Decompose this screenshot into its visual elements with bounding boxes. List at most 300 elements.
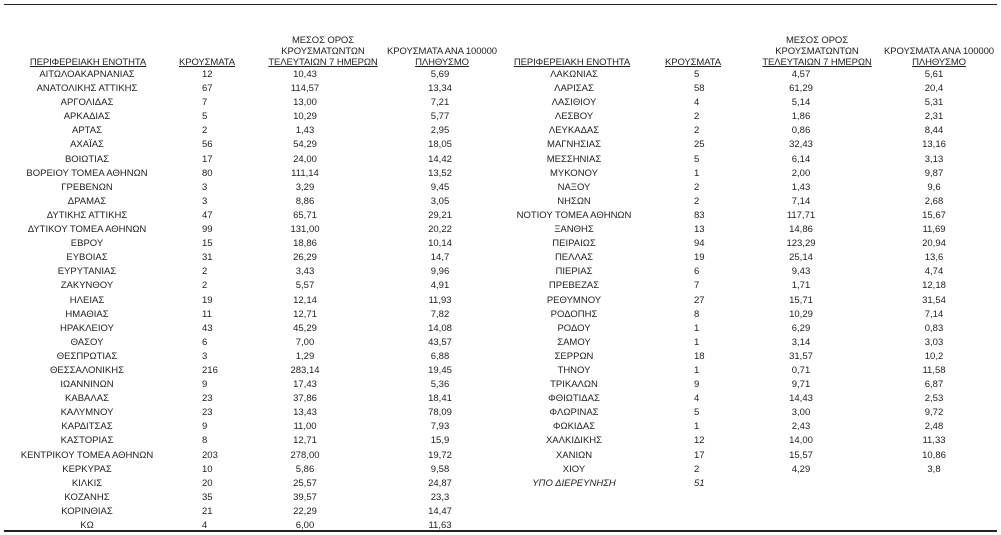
region-cell: ΠΙΕΡΙΑΣ bbox=[555, 266, 593, 278]
rate-cell: 14,42 bbox=[428, 153, 452, 165]
rate-cell: 9,87 bbox=[924, 167, 944, 179]
cases-cell: 216 bbox=[202, 364, 218, 376]
region-cell: ΙΩΑΝΝΙΝΩΝ bbox=[60, 379, 114, 391]
rate-cell: 2,95 bbox=[430, 125, 450, 137]
avg-cell: 25,14 bbox=[789, 252, 813, 264]
table-header bbox=[0, 20, 510, 68]
header-avg bbox=[268, 35, 378, 68]
table-row bbox=[510, 378, 1001, 392]
table-row bbox=[510, 110, 1001, 124]
region-cell: ΑΧΑΪΑΣ bbox=[70, 139, 104, 151]
region-cell: ΖΑΚΥΝΘΟΥ bbox=[60, 280, 114, 292]
table-row bbox=[0, 153, 510, 167]
avg-cell: 7,14 bbox=[791, 195, 811, 207]
avg-cell: 12,71 bbox=[293, 435, 317, 447]
region-cell: ΑΡΚΑΔΙΑΣ bbox=[63, 111, 111, 123]
rate-cell: 9,45 bbox=[430, 181, 450, 193]
rate-cell: 7,14 bbox=[924, 308, 944, 320]
header-avg-line1: ΜΕΣΟΣ ΟΡΟΣ bbox=[785, 35, 848, 46]
region-cell: ΒΟΡΕΙΟΥ ΤΟΜΕΑ ΑΘΗΝΩΝ bbox=[26, 167, 148, 179]
region-cell: ΔΡΑΜΑΣ bbox=[67, 195, 107, 207]
table-row bbox=[510, 434, 1001, 448]
cases-cell: 3 bbox=[202, 195, 208, 207]
region-cell: ΚΕΝΤΡΙΚΟΥ ΤΟΜΕΑ ΑΘΗΝΩΝ bbox=[20, 449, 154, 461]
avg-cell: 6,29 bbox=[791, 322, 811, 334]
region-cell: ΧΙΟΥ bbox=[562, 463, 586, 475]
rate-cell: 23,3 bbox=[430, 491, 450, 503]
region-cell: ΑΡΓΟΛΙΔΑΣ bbox=[60, 97, 114, 109]
rate-cell: 14,08 bbox=[428, 322, 452, 334]
avg-cell: 123,29 bbox=[786, 238, 816, 250]
avg-cell: 0,71 bbox=[791, 364, 811, 376]
region-cell: ΗΡΑΚΛΕΙΟΥ bbox=[60, 322, 114, 334]
region-cell: ΤΗΝΟΥ bbox=[557, 364, 591, 376]
table-row bbox=[510, 420, 1001, 434]
region-cell: ΦΛΩΡΙΝΑΣ bbox=[549, 407, 599, 419]
rate-cell: 5,31 bbox=[924, 97, 944, 109]
table-row bbox=[510, 308, 1001, 322]
rate-cell: 18,05 bbox=[428, 139, 452, 151]
table-row bbox=[0, 434, 510, 448]
cases-cell: 2 bbox=[694, 111, 700, 123]
cases-cell: 67 bbox=[202, 83, 213, 95]
region-cell: ΛΕΥΚΑΔΑΣ bbox=[548, 125, 600, 137]
rate-cell: 13,16 bbox=[922, 139, 946, 151]
table-row bbox=[510, 364, 1001, 378]
cases-cell: 15 bbox=[202, 238, 213, 250]
region-cell: ΛΑΡΙΣΑΣ bbox=[554, 83, 594, 95]
table-row bbox=[0, 251, 510, 265]
table-row bbox=[510, 477, 1001, 491]
cases-cell: 2 bbox=[202, 125, 208, 137]
table-row bbox=[510, 392, 1001, 406]
region-cell: ΕΥΒΟΙΑΣ bbox=[66, 252, 108, 264]
table-row bbox=[510, 124, 1001, 138]
avg-cell: 15,71 bbox=[789, 294, 813, 306]
cases-cell: 1 bbox=[694, 364, 700, 376]
header-rate-line2: ΠΛΗΘΥΣΜΟ bbox=[415, 57, 469, 68]
rate-cell: 43,57 bbox=[428, 336, 452, 348]
avg-cell: 65,71 bbox=[293, 209, 317, 221]
cases-cell: 35 bbox=[202, 491, 213, 503]
cases-cell: 12 bbox=[202, 69, 213, 80]
rate-cell: 11,63 bbox=[428, 520, 452, 531]
rate-cell: 5,69 bbox=[430, 69, 450, 80]
rate-cell: 19,45 bbox=[428, 364, 452, 376]
cases-cell: 56 bbox=[202, 139, 213, 151]
cases-cell: 18 bbox=[694, 350, 705, 362]
rate-cell: 12,18 bbox=[922, 280, 946, 292]
region-cell: ΘΕΣΠΡΩΤΙΑΣ bbox=[56, 350, 118, 362]
region-cell: ΝΑΞΟΥ bbox=[557, 181, 591, 193]
cases-cell: 51 bbox=[694, 477, 705, 489]
cases-cell: 5 bbox=[694, 153, 700, 165]
avg-cell: 5,86 bbox=[295, 463, 315, 475]
avg-cell: 9,71 bbox=[791, 379, 811, 391]
region-cell: ΛΑΣΙΘΙΟΥ bbox=[551, 97, 597, 109]
table-row bbox=[510, 223, 1001, 237]
table-row bbox=[510, 82, 1001, 96]
avg-cell: 12,71 bbox=[293, 308, 317, 320]
table-row bbox=[510, 167, 1001, 181]
header-region: ΠΕΡΙΦΕΡΕΙΑΚΗ ΕΝΟΤΗΤΑ bbox=[513, 57, 631, 68]
table-row bbox=[510, 322, 1001, 336]
region-cell: ΝΗΣΩΝ bbox=[557, 195, 591, 207]
cases-cell: 12 bbox=[694, 435, 705, 447]
cases-cell: 2 bbox=[694, 195, 700, 207]
avg-cell: 31,57 bbox=[789, 350, 813, 362]
cases-cell: 25 bbox=[694, 139, 705, 151]
rate-cell: 9,6 bbox=[927, 181, 941, 193]
cases-cell: 8 bbox=[694, 308, 700, 320]
cases-cell: 23 bbox=[202, 407, 213, 419]
table-row bbox=[0, 491, 510, 505]
cases-cell: 6 bbox=[202, 336, 208, 348]
region-cell: ΣΑΜΟΥ bbox=[557, 336, 591, 348]
table-row bbox=[0, 364, 510, 378]
avg-cell: 22,29 bbox=[293, 505, 317, 517]
table-row bbox=[0, 294, 510, 308]
table-row bbox=[510, 449, 1001, 463]
table-row bbox=[0, 96, 510, 110]
table-row bbox=[510, 68, 1001, 82]
table-row bbox=[510, 463, 1001, 477]
rate-cell: 13,6 bbox=[924, 252, 944, 264]
rate-cell: 3,13 bbox=[924, 153, 944, 165]
table-row bbox=[510, 336, 1001, 350]
table-row bbox=[510, 138, 1001, 152]
rate-cell: 9,58 bbox=[430, 463, 450, 475]
rate-cell: 20,94 bbox=[922, 238, 946, 250]
table-body bbox=[0, 68, 510, 533]
table-row bbox=[510, 237, 1001, 251]
avg-cell: 1,71 bbox=[791, 280, 811, 292]
avg-cell: 25,57 bbox=[293, 477, 317, 489]
rate-cell: 10,86 bbox=[922, 449, 946, 461]
cases-cell: 5 bbox=[202, 111, 208, 123]
region-cell: ΗΛΕΙΑΣ bbox=[69, 294, 105, 306]
region-cell: ΚΑΒΑΛΑΣ bbox=[65, 393, 109, 405]
cases-cell: 3 bbox=[202, 181, 208, 193]
avg-cell: 12,14 bbox=[293, 294, 317, 306]
region-cell: ΚΑΛΥΜΝΟΥ bbox=[60, 407, 114, 419]
avg-cell: 4,57 bbox=[791, 69, 811, 80]
cases-cell: 6 bbox=[694, 266, 700, 278]
rate-cell: 3,05 bbox=[430, 195, 450, 207]
rate-cell: 15,9 bbox=[430, 435, 450, 447]
cases-cell: 2 bbox=[694, 181, 700, 193]
region-cell: ΝΟΤΙΟΥ ΤΟΜΕΑ ΑΘΗΝΩΝ bbox=[516, 209, 632, 221]
table-row bbox=[0, 237, 510, 251]
avg-cell: 14,86 bbox=[789, 224, 813, 236]
region-cell: ΞΑΝΘΗΣ bbox=[554, 224, 594, 236]
region-cell: ΘΑΣΟΥ bbox=[70, 336, 104, 348]
rate-cell: 6,88 bbox=[430, 350, 450, 362]
region-cell: ΜΥΚΟΝΟΥ bbox=[550, 167, 598, 179]
avg-cell: 114,57 bbox=[290, 83, 320, 95]
cases-cell: 4 bbox=[202, 520, 208, 531]
cases-cell: 80 bbox=[202, 167, 213, 179]
table-row bbox=[0, 223, 510, 237]
avg-cell: 54,29 bbox=[293, 139, 317, 151]
region-cell: ΔΥΤΙΚΗΣ ΑΤΤΙΚΗΣ bbox=[46, 209, 128, 221]
cases-cell: 17 bbox=[694, 449, 705, 461]
table-row bbox=[0, 265, 510, 279]
table-row bbox=[0, 449, 510, 463]
region-cell: ΠΕΛΛΑΣ bbox=[554, 252, 594, 264]
table-row bbox=[0, 124, 510, 138]
region-cell: ΓΡΕΒΕΝΩΝ bbox=[61, 181, 113, 193]
avg-cell: 61,29 bbox=[789, 83, 813, 95]
table-row bbox=[510, 279, 1001, 293]
header-avg-line3: ΤΕΛΕΥΤΑΙΩΝ 7 ΗΜΕΡΩΝ bbox=[268, 57, 378, 68]
rate-cell: 11,93 bbox=[428, 294, 452, 306]
table-row bbox=[0, 279, 510, 293]
cases-cell: 1 bbox=[694, 167, 700, 179]
rate-cell: 9,96 bbox=[430, 266, 450, 278]
header-avg-line1: ΜΕΣΟΣ ΟΡΟΣ bbox=[291, 35, 354, 46]
avg-cell: 18,86 bbox=[293, 238, 317, 250]
rate-cell: 5,61 bbox=[924, 69, 944, 80]
rate-cell: 7,93 bbox=[430, 421, 450, 433]
table-row bbox=[510, 153, 1001, 167]
avg-cell: 283,14 bbox=[290, 364, 320, 376]
table-row bbox=[510, 294, 1001, 308]
rate-cell: 5,36 bbox=[430, 379, 450, 391]
cases-cell: 11 bbox=[202, 308, 212, 320]
rate-cell: 2,53 bbox=[924, 393, 944, 405]
cases-cell: 2 bbox=[694, 125, 700, 137]
rate-cell: 4,74 bbox=[924, 266, 944, 278]
cases-cell: 13 bbox=[694, 224, 705, 236]
avg-cell: 13,43 bbox=[293, 407, 317, 419]
header-rate-line1: ΚΡΟΥΣΜΑΤΑ ΑΝΑ 100000 bbox=[884, 46, 994, 57]
rate-cell: 18,41 bbox=[428, 393, 452, 405]
cases-cell: 4 bbox=[694, 393, 700, 405]
avg-cell: 14,43 bbox=[789, 393, 813, 405]
cases-cell: 19 bbox=[694, 252, 705, 264]
avg-cell: 2,00 bbox=[791, 167, 811, 179]
table-body bbox=[510, 68, 1001, 491]
table-row bbox=[0, 406, 510, 420]
avg-cell: 26,29 bbox=[293, 252, 317, 264]
table-row bbox=[0, 308, 510, 322]
rate-cell: 2,68 bbox=[924, 195, 944, 207]
table-row bbox=[0, 378, 510, 392]
avg-cell: 11,00 bbox=[293, 421, 317, 433]
avg-cell: 6,00 bbox=[295, 520, 315, 531]
avg-cell: 14,00 bbox=[789, 435, 813, 447]
rate-cell: 5,77 bbox=[430, 111, 450, 123]
region-cell: ΣΕΡΡΩΝ bbox=[554, 350, 594, 362]
avg-cell: 4,29 bbox=[791, 463, 811, 475]
cases-cell: 9 bbox=[202, 379, 208, 391]
region-cell: ΕΥΡΥΤΑΝΙΑΣ bbox=[57, 266, 117, 278]
rate-cell: 0,83 bbox=[924, 322, 944, 334]
cases-cell: 58 bbox=[694, 83, 705, 95]
table-row bbox=[510, 96, 1001, 110]
header-avg-line3: ΤΕΛΕΥΤΑΙΩΝ 7 ΗΜΕΡΩΝ bbox=[762, 57, 872, 68]
region-cell: ΑΝΑΤΟΛΙΚΗΣ ΑΤΤΙΚΗΣ bbox=[36, 83, 138, 95]
table-row bbox=[0, 322, 510, 336]
avg-cell: 0,86 bbox=[791, 125, 811, 137]
avg-cell: 8,86 bbox=[295, 195, 315, 207]
table-row bbox=[0, 209, 510, 223]
rate-cell: 13,52 bbox=[428, 167, 452, 179]
cases-cell: 8 bbox=[202, 435, 208, 447]
rate-cell: 13,34 bbox=[428, 83, 452, 95]
table-row bbox=[0, 68, 510, 82]
cases-cell: 7 bbox=[202, 97, 208, 109]
rate-cell: 3,03 bbox=[924, 336, 944, 348]
rate-cell: 20,22 bbox=[428, 224, 452, 236]
region-cell: ΑΙΤΩΛΟΑΚΑΡΝΑΝΙΑΣ bbox=[39, 69, 135, 80]
table-row bbox=[0, 350, 510, 364]
region-cell: ΛΑΚΩΝΙΑΣ bbox=[550, 69, 598, 80]
region-cell: ΡΟΔΟΠΗΣ bbox=[550, 308, 598, 320]
avg-cell: 10,29 bbox=[789, 308, 813, 320]
cases-cell: 9 bbox=[202, 421, 208, 433]
table-row bbox=[0, 420, 510, 434]
region-cell: ΚΑΣΤΟΡΙΑΣ bbox=[60, 435, 114, 447]
header-avg bbox=[762, 35, 872, 68]
cases-cell: 10 bbox=[202, 463, 213, 475]
cases-cell: 9 bbox=[694, 379, 700, 391]
cases-cell: 2 bbox=[202, 280, 208, 292]
cases-cell: 21 bbox=[202, 505, 213, 517]
avg-cell: 3,43 bbox=[295, 266, 315, 278]
rate-cell: 3,8 bbox=[927, 463, 941, 475]
table-row bbox=[510, 181, 1001, 195]
region-cell: ΚΟΡΙΝΘΙΑΣ bbox=[61, 505, 113, 517]
avg-cell: 3,00 bbox=[791, 407, 811, 419]
region-cell: ΡΟΔΟΥ bbox=[557, 322, 591, 334]
table-row bbox=[0, 195, 510, 209]
region-cell: ΚΑΡΔΙΤΣΑΣ bbox=[61, 421, 113, 433]
table-right bbox=[510, 20, 1001, 491]
region-cell: ΥΠΟ ΔΙΕΡΕΥΝΗΣΗ bbox=[532, 477, 616, 489]
cases-cell: 203 bbox=[202, 449, 218, 461]
avg-cell: 6,14 bbox=[791, 153, 811, 165]
avg-cell: 111,14 bbox=[291, 167, 319, 179]
table-row bbox=[510, 195, 1001, 209]
cases-cell: 43 bbox=[202, 322, 213, 334]
region-cell: ΚΙΛΚΙΣ bbox=[71, 477, 103, 489]
region-cell: ΠΕΙΡΑΙΩΣ bbox=[552, 238, 596, 250]
cases-cell: 94 bbox=[694, 238, 705, 250]
avg-cell: 131,00 bbox=[290, 224, 320, 236]
rate-cell: 10,2 bbox=[924, 350, 944, 362]
header-rate bbox=[384, 46, 500, 68]
avg-cell: 32,43 bbox=[789, 139, 813, 151]
region-cell: ΑΡΤΑΣ bbox=[72, 125, 102, 137]
cases-cell: 1 bbox=[694, 421, 700, 433]
region-cell: ΚΟΖΑΝΗΣ bbox=[64, 491, 110, 503]
region-cell: ΧΑΛΚΙΔΙΚΗΣ bbox=[545, 435, 603, 447]
table-row bbox=[0, 167, 510, 181]
rate-cell: 29,21 bbox=[428, 209, 452, 221]
cases-cell: 2 bbox=[694, 463, 700, 475]
avg-cell: 117,71 bbox=[786, 209, 816, 221]
table-row bbox=[0, 336, 510, 350]
header-region: ΠΕΡΙΦΕΡΕΙΑΚΗ ΕΝΟΤΗΤΑ bbox=[29, 57, 147, 68]
rate-cell: 31,54 bbox=[922, 294, 946, 306]
cases-cell: 99 bbox=[202, 224, 213, 236]
avg-cell: 5,57 bbox=[295, 280, 315, 292]
avg-cell: 45,29 bbox=[293, 322, 317, 334]
avg-cell: 1,86 bbox=[791, 111, 811, 123]
cases-cell: 27 bbox=[694, 294, 705, 306]
rate-cell: 9,72 bbox=[924, 407, 944, 419]
table-row bbox=[0, 392, 510, 406]
bottom-rule bbox=[4, 530, 997, 532]
avg-cell: 15,57 bbox=[789, 449, 813, 461]
cases-cell: 7 bbox=[694, 280, 700, 292]
avg-cell: 24,00 bbox=[293, 153, 317, 165]
rate-cell: 24,87 bbox=[428, 477, 452, 489]
avg-cell: 39,57 bbox=[293, 491, 317, 503]
avg-cell: 1,43 bbox=[295, 125, 315, 137]
rate-cell: 7,21 bbox=[430, 97, 450, 109]
cases-cell: 5 bbox=[694, 407, 700, 419]
header-rate-line1: ΚΡΟΥΣΜΑΤΑ ΑΝΑ 100000 bbox=[387, 46, 497, 57]
rate-cell: 7,82 bbox=[430, 308, 450, 320]
header-rate bbox=[880, 46, 998, 68]
region-cell: ΒΟΙΩΤΙΑΣ bbox=[64, 153, 110, 165]
rate-cell: 19,72 bbox=[428, 449, 452, 461]
region-cell: ΜΕΣΣΗΝΙΑΣ bbox=[546, 153, 602, 165]
rate-cell: 10,14 bbox=[428, 238, 452, 250]
rate-cell: 4,91 bbox=[430, 280, 450, 292]
table-row bbox=[510, 265, 1001, 279]
region-cell: ΚΕΡΚΥΡΑΣ bbox=[62, 463, 112, 475]
region-cell: ΤΡΙΚΑΛΩΝ bbox=[550, 379, 598, 391]
avg-cell: 278,00 bbox=[290, 449, 320, 461]
avg-cell: 1,43 bbox=[791, 181, 811, 193]
rate-cell: 14,47 bbox=[428, 505, 452, 517]
header-rate-line2: ΠΛΗΘΥΣΜΟ bbox=[912, 57, 966, 68]
cases-cell: 4 bbox=[694, 97, 700, 109]
avg-cell: 10,29 bbox=[293, 111, 317, 123]
table-row bbox=[0, 110, 510, 124]
cases-cell: 5 bbox=[694, 69, 700, 80]
table-row bbox=[0, 463, 510, 477]
avg-cell: 7,00 bbox=[295, 336, 315, 348]
cases-cell: 2 bbox=[202, 266, 208, 278]
table-row bbox=[0, 505, 510, 519]
table-row bbox=[510, 350, 1001, 364]
avg-cell: 10,43 bbox=[293, 69, 317, 80]
cases-cell: 20 bbox=[202, 477, 213, 489]
rate-cell: 78,09 bbox=[428, 407, 452, 419]
table-row bbox=[0, 138, 510, 152]
table-header bbox=[510, 20, 1001, 68]
avg-cell: 3,14 bbox=[791, 336, 811, 348]
region-cell: ΔΥΤΙΚΟΥ ΤΟΜΕΑ ΑΘΗΝΩΝ bbox=[27, 224, 147, 236]
cases-cell: 1 bbox=[694, 322, 700, 334]
rate-cell: 14,7 bbox=[430, 252, 450, 264]
header-cases: ΚΡΟΥΣΜΑΤΑ bbox=[664, 57, 722, 68]
rate-cell: 20,4 bbox=[924, 83, 944, 95]
rate-cell: 11,69 bbox=[922, 224, 946, 236]
rate-cell: 11,58 bbox=[922, 364, 946, 376]
table-row bbox=[0, 181, 510, 195]
region-cell: ΗΜΑΘΙΑΣ bbox=[65, 308, 109, 320]
region-cell: ΧΑΝΙΩΝ bbox=[555, 449, 593, 461]
header-avg-line2: ΚΡΟΥΣΜΑΤΩΝΤΩΝ bbox=[281, 46, 365, 57]
cases-cell: 23 bbox=[202, 393, 213, 405]
cases-cell: 19 bbox=[202, 294, 213, 306]
